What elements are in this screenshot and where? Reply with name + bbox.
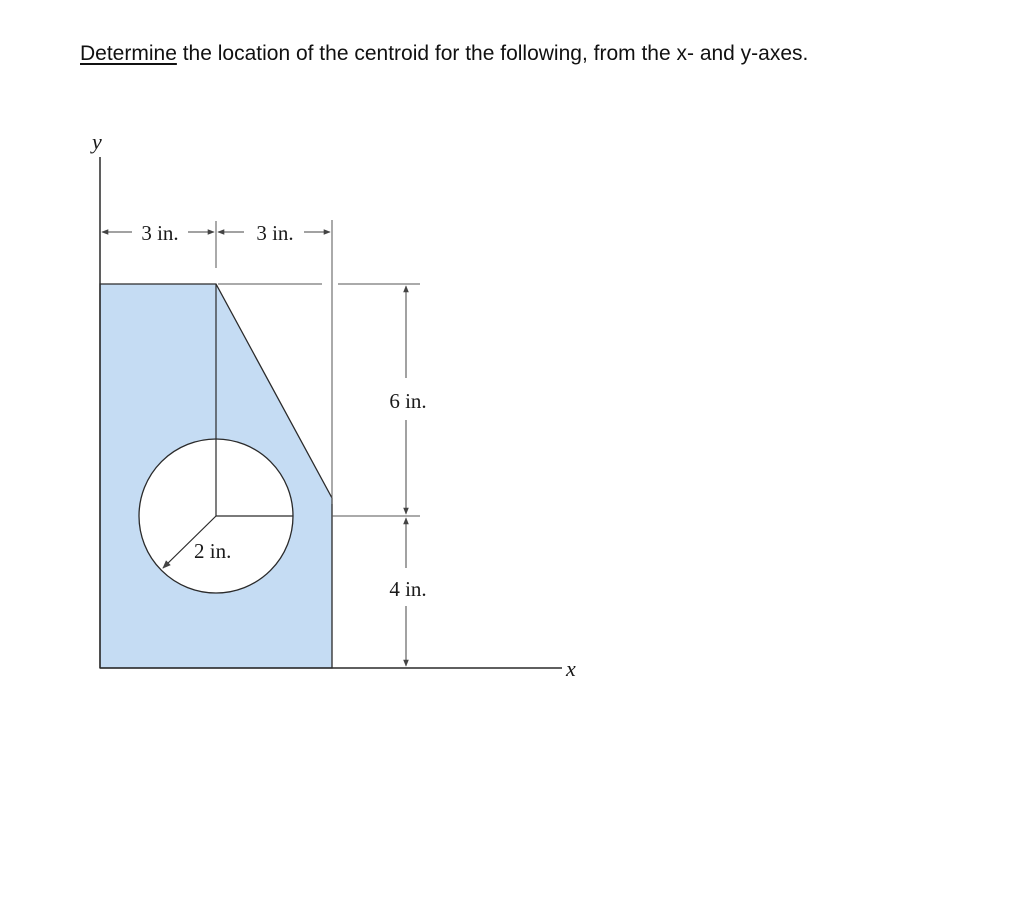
dim-label-upper-height: 6 in. — [389, 389, 427, 413]
dim-label-top-right: 3 in. — [256, 221, 294, 245]
dim-label-hole-radius: 2 in. — [194, 539, 232, 563]
x-axis-label: x — [566, 656, 576, 681]
y-axis-label: y — [92, 129, 102, 154]
dim-label-lower-height: 4 in. — [389, 577, 427, 601]
question-emphasis: Determine — [80, 42, 177, 65]
dim-label-top-left: 3 in. — [141, 221, 179, 245]
question-body: the location of the centroid for the following, from the x- and y-axes. — [176, 42, 809, 65]
